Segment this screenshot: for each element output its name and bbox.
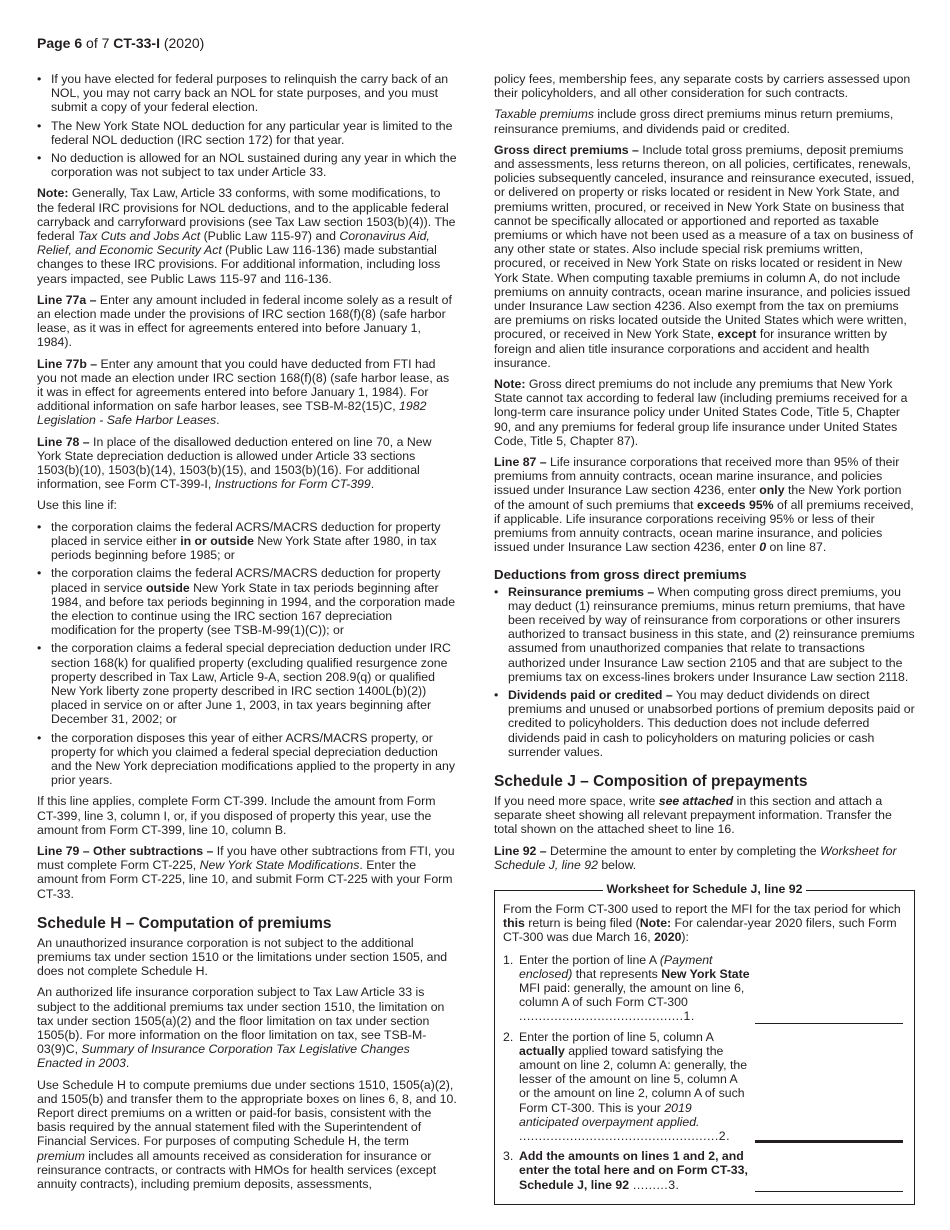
line-label: Line 87 – xyxy=(494,455,547,470)
item-text: New York State in tax periods beginning after 1984, and before tax periods beginning in 1994, and the corporation made the election to continue using the IRC section 167 depreciation modification for the property (see TSB-M-99(1)(C)); or xyxy=(51,580,456,638)
para-bold: except xyxy=(717,327,757,342)
deductions-title: Deductions from gross direct premiums xyxy=(494,566,747,582)
line-text: If you have other subtractions from FTI, you must complete Form CT-225, xyxy=(37,843,455,873)
page-header xyxy=(37,35,204,51)
line-italic: New York State Modifications xyxy=(199,858,360,873)
line-text: Life insurance corporations that received more than 95% of their premiums from annuity contracts, ocean marine insurance, and policies issued under Insurance Law section 4236, enter xyxy=(494,455,900,498)
worksheet-line-1 xyxy=(503,953,906,1024)
form-year: (2020) xyxy=(159,35,205,51)
para-text: If you need more space, write xyxy=(494,793,659,808)
schedule-h-p1: An unauthorized insurance corporation is not subject to the additional premiums tax under section 1510 or the limitations under section 1505, and does not complete Schedule H. xyxy=(37,935,448,979)
worksheet-title xyxy=(495,882,914,896)
list-item: • No deduction is allowed for an NOL sustained during any year in which the corporation was not subject to tax under Article 33. xyxy=(37,151,458,179)
list-item: • If you have elected for federal purposes to relinquish the carry back of an NOL, you may not carry back an NOL for state purposes, and you must submit a copy of your federal election. xyxy=(37,72,458,115)
intro-bold: this xyxy=(503,916,525,931)
note-label: Note: xyxy=(494,377,526,392)
line-92 xyxy=(494,844,915,872)
line-text: on line 87. xyxy=(766,540,827,555)
note-text: Gross direct premiums do not include any premiums that New York State cannot tax according to federal law (including premiums received for a long-term care insurance policy under United States Code, Title 5, Chapter 90, and any premiums for federal group life insurance under United States Code, Title 5, Chapter 87). xyxy=(494,377,908,448)
item-text: New York State after 1980, in tax periods beginning before 1985; or xyxy=(51,533,437,563)
line-bold: only xyxy=(759,483,785,498)
item-bold: outside xyxy=(146,580,190,595)
para-text: . xyxy=(125,1056,130,1071)
para-text: An authorized life insurance corporation subject to Tax Law Article 33 is subject to the additional premiums tax under section 1510, the limitation on tax under section 1505(a)(2) and the floor limitation on tax under section 1505(b). For more information on the floor limitation on tax, see TSB-M-03(9)C, xyxy=(37,985,445,1057)
line-number: 3. xyxy=(503,1149,514,1164)
item-text: the corporation claims the federal ACRS/MACRS deduction for property placed in service either xyxy=(51,519,441,548)
list-item xyxy=(37,566,458,637)
line-label: Line 78 – xyxy=(37,434,90,449)
line-text: Determine the amount to enter by completing the xyxy=(546,843,821,858)
intro-text: For calendar-year 2020 filers, such Form CT-300 was due March 16, xyxy=(503,916,897,945)
gross-note xyxy=(494,377,915,448)
intro-text: ): xyxy=(681,930,689,945)
item-bold: in or outside xyxy=(180,533,254,548)
line-label: Line 79 – Other subtractions – xyxy=(37,843,214,858)
line-description xyxy=(519,1149,751,1192)
list-item xyxy=(37,520,458,563)
gross-direct-premiums xyxy=(494,143,915,370)
depreciation-bullets xyxy=(37,520,458,788)
line-text: of all premiums received, if applicable. Life insurance corporations receiving 95% or less of their premiums from annuity contracts, ocean marine insurance, and policies issued under Insurance Law section 4236, enter xyxy=(494,497,914,555)
continued-text: policy fees, membership fees, any separate costs by carriers assessed upon their policyholders, and all other consideration for such contracts. xyxy=(494,72,911,101)
note-text: Generally, Tax Law, Article 33 conforms, with some modifications, to the federal IRC provisions for NOL deductions, and to the applicable federal carryback and carryforward provisions (see Tax Law section 1503(b)(4)). The federal xyxy=(37,186,456,244)
line-label: Line 92 – xyxy=(494,843,547,858)
note-italic: Coronavirus Aid, Relief, and Economic Security Act xyxy=(37,229,430,258)
line-italic: 1982 Legislation - Safe Harbor Leases xyxy=(37,399,427,428)
desc-text: applied toward satisfying the amount on line 2, column A: generally, the lesser of the amount on line 5, column A or the amount on line 2, column A of such Form CT-300. This is your xyxy=(519,1043,748,1115)
nol-bullets xyxy=(37,72,458,179)
list-item: • The New York State NOL deduction for any particular year is limited to the federal NOL deduction (IRC section 172) for that year. xyxy=(37,119,458,147)
note-text: (Public Law 116-136) made substantial changes to these IRC provisions. For additional information, including loss years impacted, see Public Laws 115-97 and 116-136. xyxy=(37,243,441,286)
intro-year: 2020 xyxy=(654,930,682,945)
line-number: 1. xyxy=(503,952,514,967)
desc-text: that represents xyxy=(572,966,662,981)
form-id: CT-33-I xyxy=(113,35,160,51)
line-text: the New York portion of the amount of such premiums that xyxy=(494,483,902,512)
taxable-premiums xyxy=(494,107,915,135)
para-italic: Summary of Insurance Corporation Tax Legislative Changes Enacted in 2003 xyxy=(37,1042,410,1071)
worksheet-schedule-j xyxy=(494,881,915,1205)
line-text: . Enter the amount from Form CT-225, line 10, and submit Form CT-225 with your Form CT-33. xyxy=(37,858,453,901)
line-bold: exceeds 95% xyxy=(697,497,774,512)
worksheet-line-3 xyxy=(503,1149,906,1192)
desc-text: Enter the portion of line 5, column A xyxy=(519,1029,714,1044)
item-text: When computing gross direct premiums, you may deduct (1) reinsurance premiums, minus return premiums, that have been received by way of reinsurance from corporations or other insurers authorized to transact business in this state, and (2) reinsurance premiums assumed from unauthorized companies that relate to transactions authorized under Insurance Law section 2105 and that are subject to the premiums tax on excess-lines brokers under Insurance Law section 2118. xyxy=(508,584,915,684)
line-77a xyxy=(37,293,458,350)
deductions-bullets xyxy=(494,585,915,759)
list-item xyxy=(494,688,915,759)
para-text: include gross direct premiums minus return premiums, reinsurance premiums, and dividends paid or credited. xyxy=(494,107,894,136)
desc-italic: 2019 anticipated overpayment applied. xyxy=(519,1100,700,1129)
leader-dots: .........3. xyxy=(629,1177,680,1192)
list-item: • the corporation disposes this year of either ACRS/MACRS property, or property for which you claimed a federal special depreciation deduction and the New York depreciation modifications applied to the property in any prior years. xyxy=(37,731,458,788)
line-description xyxy=(519,953,751,1024)
term-label: Gross direct premiums – xyxy=(494,142,639,157)
desc-bold: Add the amounts on lines 1 and 2, and enter the total here and on Form CT-33, Schedule J, line 92 xyxy=(519,1149,748,1192)
list-item: • the corporation claims a federal special depreciation deduction under IRC section 168(k) for qualified property (excluding qualified resurgence zone property described in Tax Law, Article 9-A, section 208.9(q) or qualified New York liberty zone property described in IRC section 1400L(b)(2)) placed in service on or after June 1, 2003, in tax years beginning after December 31, 2002; or xyxy=(37,641,458,726)
para-italic: premium xyxy=(37,1148,85,1163)
line-label: Line 77a – xyxy=(37,292,97,307)
para-text: Use Schedule H to compute premiums due under sections 1510, 1505(a)(2), and 1505(b) and transfer them to the appropriate boxes on lines 6, 8, and 10. Report direct premiums on a written or paid-for basis, consistent with the basis required by the annual statement filed with the Superintendent of Financial Services. For purposes of computing Schedule H, the term xyxy=(37,1077,457,1149)
worksheet-line-2 xyxy=(503,1030,906,1144)
line-text: In place of the disallowed deduction entered on line 70, a New York State depreciation deduction is allowed under Article 33 sections 1503(b)(10), 1503(b)(14), 1503(b)(15), and 1503(b)(16). For additional information, see Form CT-399-I, xyxy=(37,434,432,492)
page-number: Page 6 xyxy=(37,35,83,51)
desc-italic: (Payment enclosed) xyxy=(519,952,713,981)
para-text: for insurance written by foreign and alien title insurance corporations and accident and health insurance. xyxy=(494,327,888,370)
leader-dots: ...................................................2. xyxy=(519,1129,730,1143)
desc-text: MFI paid: generally, the amount on line 6, column A of such Form CT-300 xyxy=(519,980,745,1010)
line-87 xyxy=(494,455,915,554)
worksheet-title-text: Worksheet for Schedule J, line 92 xyxy=(603,882,807,896)
para-text: includes all amounts received as consideration for insurance or reinsurance contracts, or contracts with HMOs for health services (except annuity contracts), including premium deposits, assessments, xyxy=(37,1148,437,1192)
line-78 xyxy=(37,435,458,492)
line-italic: Instructions for Form CT-399 xyxy=(214,477,371,492)
schedule-h-title: Schedule H – Computation of premiums xyxy=(37,914,332,932)
worksheet-intro xyxy=(503,902,906,945)
schedule-h-p2 xyxy=(37,985,458,1070)
desc-text: Enter the portion of line A xyxy=(519,952,660,967)
leader-dots: ..........................................1. xyxy=(519,1009,695,1024)
line-1-entry-field[interactable] xyxy=(755,1009,903,1024)
intro-note: Note: xyxy=(639,916,672,931)
line-label: Line 77b – xyxy=(37,356,98,371)
schedule-j-title: Schedule J – Composition of prepayments xyxy=(494,772,808,790)
schedule-j-p1 xyxy=(494,794,915,837)
note-text: (Public Law 115-97) and xyxy=(200,229,340,244)
line-text: below. xyxy=(597,857,637,872)
intro-text: From the Form CT-300 used to report the MFI for the tax period for which xyxy=(503,901,901,916)
schedule-h-p3 xyxy=(37,1078,458,1192)
item-label: Reinsurance premiums – xyxy=(508,584,655,599)
line-79 xyxy=(37,844,458,901)
line-text: Enter any amount included in federal income solely as a result of an election made under the provisions of IRC section 168(f)(8) (safe harbor lease, as it was in effect for agreements entered into before January 1, 1984). xyxy=(37,292,452,350)
nol-note xyxy=(37,186,458,285)
line-2-entry-field[interactable] xyxy=(755,1126,903,1143)
use-this-line: Use this line if: xyxy=(37,498,117,513)
list-item xyxy=(494,585,915,684)
item-text: the corporation claims the federal ACRS/MACRS deduction for property placed in service xyxy=(51,566,441,595)
page-of: of 7 xyxy=(82,35,114,51)
note-italic: Tax Cuts and Jobs Act xyxy=(78,229,201,244)
line-description xyxy=(519,1030,751,1144)
line-italic: Worksheet for Schedule J, line 92 xyxy=(494,843,897,872)
para-text: Include total gross premiums, deposit premiums and assessments, less returns thereon, on all policies, certificates, renewals, policies subsequently canceled, insurance and reinsurance executed, issued, or delivered on property or risks located or resident in New York State, and premiums written, procured, or received in New York State on business that cannot be specifically allocated or apportioned and reported as taxable premiums or which have not been used as a measure of a tax on business of any other state or states. Also include special risk premiums written, procured, or received in New York State on risks located or resident in New York State. When computing taxable premiums in column A, do not include premiums on annuity contracts, ocean marine insurance, and policies issued under Insurance Law section 4236. Also exempt from the tax on premiums are premiums on risks located outside the United States which were written, procured, or received in New York State, xyxy=(494,142,915,342)
line-text: . xyxy=(216,413,220,428)
note-label: Note: xyxy=(37,186,69,201)
para-bold-italic: see attached xyxy=(658,793,734,808)
line-zero: 0 xyxy=(759,540,767,555)
line-3-entry-field[interactable] xyxy=(755,1177,903,1192)
right-column xyxy=(494,72,915,1205)
line-text: . xyxy=(370,477,375,492)
desc-bold: New York State xyxy=(661,966,750,981)
para-text: in this section and attach a separate sheet showing all relevant prepayment information. Transfer the total shown on the attached sheet to line 16. xyxy=(494,793,892,837)
desc-bold: actually xyxy=(519,1043,565,1058)
intro-text: return is being filed ( xyxy=(524,916,640,931)
line-text: Enter any amount that you could have deducted from FTI had you not made an election under IRC section 168(f)(8) (safe harbor lease, as it was in effect for agreements entered into before January 1, 1984). For additional information on safe harbor leases, see TSB-M-82(15)C, xyxy=(37,356,450,414)
left-column xyxy=(37,72,458,1198)
if-applies: If this line applies, complete Form CT-399. Include the amount from Form CT-399, line 3, column I, or, if you disposed of property this year, use the amount from Form CT-399, line 10, column B. xyxy=(37,794,436,837)
item-text: You may deduct dividends on direct premiums and unused or unabsorbed portions of premium deposits paid or credited to policyholders. This deduction does not include deferred dividends paid in cash to policyholders on maturing policies or cash surrender values. xyxy=(508,687,915,759)
line-number: 2. xyxy=(503,1029,514,1044)
item-label: Dividends paid or credited – xyxy=(508,687,673,702)
term-italic: Taxable premiums xyxy=(494,107,595,122)
line-77b xyxy=(37,357,458,428)
